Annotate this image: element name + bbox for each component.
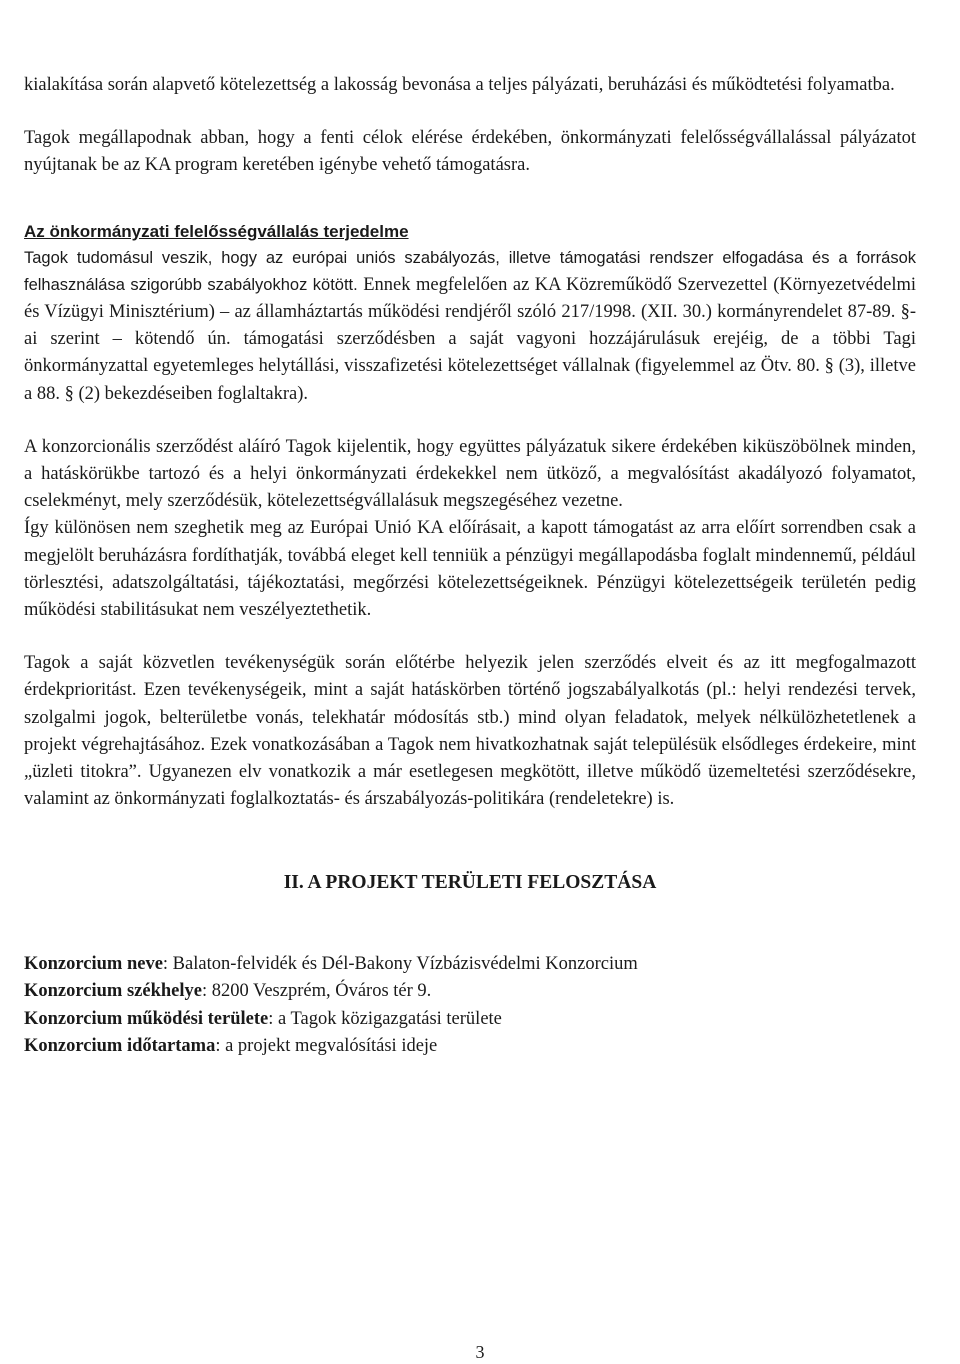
paragraph-declaration: A konzorcionális szerződést aláíró Tagok kijelentik, hogy együttes pályázatuk sikere érdekében kiküszöbölnek minden, a hatáskörükbe tartozó és a helyi önkormányzati érdekekkel nem ütköző, a megvalósítást akadályozó folyamatot, cselekményt, mely szerződésük, kötelezettségvállalásuk megszegéséhez vezetne.: [24, 436, 916, 512]
paragraph-responsibility-sans: Tagok tudomásul veszik, hogy az európai uniós szabályozás, illetve támogatási rendszer elfogadása és a források felhasználása szigorúbb szabályokhoz kötött.: [24, 248, 916, 294]
paragraph-responsibility: [24, 245, 916, 408]
consortium-seat-value: : 8200 Veszprém, Óváros tér 9.: [201, 981, 432, 1002]
consortium-info: [24, 951, 916, 1061]
document-page: [24, 72, 916, 1061]
page-number: 3: [475, 1342, 485, 1362]
consortium-area-value: : a Tagok közigazgatási területe: [268, 1008, 502, 1029]
paragraph-agreement: Tagok megállapodnak abban, hogy a fenti célok elérése érdekében, önkormányzati felelősségvállalással pályázatot nyújtanak be az KA program keretében igénybe vehető támogatásra.: [24, 128, 916, 176]
consortium-area-label: Konzorcium működési területe: [24, 1008, 269, 1029]
consortium-name-label: Konzorcium neve: [24, 953, 163, 974]
section-heading-responsibility: Az önkormányzati felelősségvállalás terjedelme: [24, 221, 409, 241]
consortium-duration-line: [24, 1033, 916, 1061]
consortium-area-line: [24, 1006, 916, 1034]
paragraph-priorities: Tagok a saját közvetlen tevékenységük során előtérbe helyezik jelen szerződés elveit és az itt megfogalmazott érdekprioritást. Ezen tevékenységeik, mint a saját hatáskörben történő jogszabályalkotás (pl.: helyi rendezési tervek, szolgalmi jogok, belterületbe vonás, telekhatár módosítás stb.) mind olyan feladatok, melyek nélkülözhetetlenek a projekt végrehajtásához. Ezek vonatkozásában a Tagok nem hivatkozhatnak saját településük elsődleges érdekeire, mint „üzleti titokra”. Ugyanezen elv vonatkozik a már esetlegesen megkötött, illetve működő üzemeltetési szerződésekre, valamint az önkormányzati foglalkoztatás- és árszabályozás-politikára (rendeletekre) is.: [24, 653, 916, 810]
consortium-seat-line: [24, 978, 916, 1006]
consortium-duration-label: Konzorcium időtartama: [24, 1036, 216, 1057]
paragraph-obligations: Így különösen nem szeghetik meg az Európai Unió KA előírásait, a kapott támogatást az arra előírt sorrendben csak a megjelölt beruházásra fordíthatják, továbbá eleget kell tenniük a pénzügyi megállapodásba foglalt mindennemű, például törlesztési, adatszolgáltatási, tájékoztatási, megőrzési kötelezettségeiknek. Pénzügyi kötelezettségeik területén pedig működési stabilitásukat nem veszélyeztethetik.: [24, 518, 916, 621]
paragraph-responsibility-rest: Ennek megfelelően az KA Közreműködő Szervezettel (Környezetvédelmi és Vízügyi Minisztérium) – az államháztartás működési rendjéről szóló 217/1998. (XII. 30.) kormányrendelet 87-89. §-ai szerint – kötendő ún. támogatási szerződésben a saját vagyoni hozzájárulásuk erejéig, de a többi Tagi önkormányzattal egyetemleges helytállási, visszafizetési kötelezettséget vállalnak (figyelemmel az Ötv. 80. § (3), illetve a 88. § (2) bekezdéseiben foglaltakra).: [24, 274, 916, 404]
consortium-duration-value: : a projekt megvalósítási ideje: [215, 1036, 438, 1057]
paragraph-intro-continuation: kialakítása során alapvető kötelezettség a lakosság bevonása a teljes pályázati, beruházási és működtetési folyamatba.: [24, 75, 895, 95]
consortium-name-value: : Balaton-felvidék és Dél-Bakony Vízbázisvédelmi Konzorcium: [162, 953, 638, 974]
section-title: II. A PROJEKT TERÜLETI FELOSZTÁSA: [283, 872, 657, 894]
consortium-seat-label: Konzorcium székhelye: [24, 981, 202, 1002]
consortium-name-line: [24, 951, 916, 979]
